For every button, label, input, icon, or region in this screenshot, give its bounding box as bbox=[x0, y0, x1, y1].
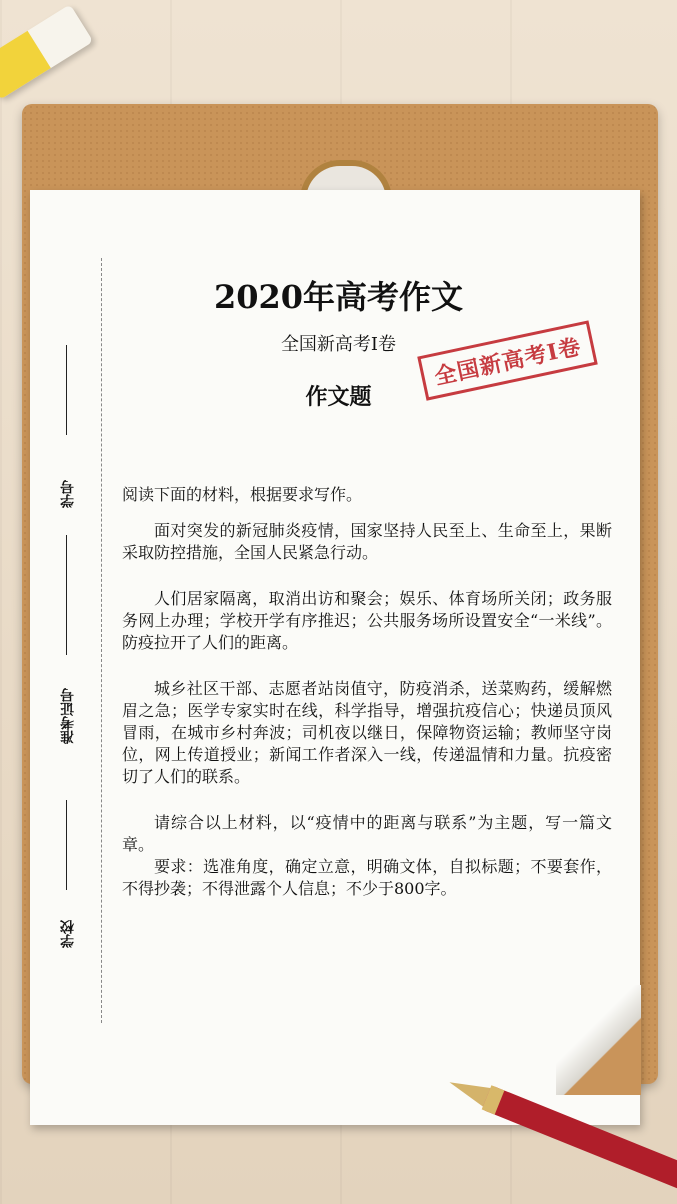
prompt-intro: 阅读下面的材料，根据要求写作。 bbox=[122, 485, 363, 504]
binding-line bbox=[101, 258, 102, 1023]
prompt-paragraph-3: 城乡社区干部、志愿者站岗值守，防疫消杀，送菜购药，缓解燃眉之急；医学专家实时在线，科学指导，增强抗疫信心；快递员顶风冒雨，在城市乡村奔波；司机夜以继日，保障物资运输；教师坚守岗位，网上传道授业；新闻工作者深入一线，传递温情和力量。抗疫密切了人们的联系。 bbox=[122, 679, 612, 786]
prompt-requirements: 要求：选准角度，确定立意，明确文体，自拟标题；不要套作，不得抄袭；不得泄露个人信息；不少于800字。 bbox=[122, 857, 612, 898]
prompt-paragraph-2: 人们居家隔离，取消出访和聚会；娱乐、体育场所关闭；政务服务网上办理；学校开学有序推迟；公共服务场所设置安全“一米线”。防疫拉开了人们的距离。 bbox=[122, 589, 612, 652]
student-id-label: 学号 bbox=[60, 480, 76, 508]
prompt-paragraph-1: 面对突发的新冠肺炎疫情，国家坚持人民至上、生命至上，果断采取防控措施，全国人民紧急行动。 bbox=[122, 521, 612, 562]
school-label: 学校 bbox=[60, 920, 76, 948]
page-title: 2020年高考作文 bbox=[213, 278, 464, 316]
page-subtitle: 全国新高考Ⅰ卷 bbox=[280, 334, 397, 355]
essay-prompt bbox=[122, 484, 612, 900]
exam-id-line bbox=[66, 535, 67, 655]
prompt-instruction: 请综合以上材料，以“疫情中的距离与联系”为主题，写一篇文章。 bbox=[122, 813, 612, 854]
red-stamp: 全国新高考Ⅰ卷 bbox=[417, 320, 598, 400]
section-title: 作文题 bbox=[305, 385, 372, 410]
school-line bbox=[66, 800, 67, 890]
exam-id-label: 准考证号 bbox=[60, 688, 76, 744]
eraser-decoration bbox=[0, 4, 93, 100]
